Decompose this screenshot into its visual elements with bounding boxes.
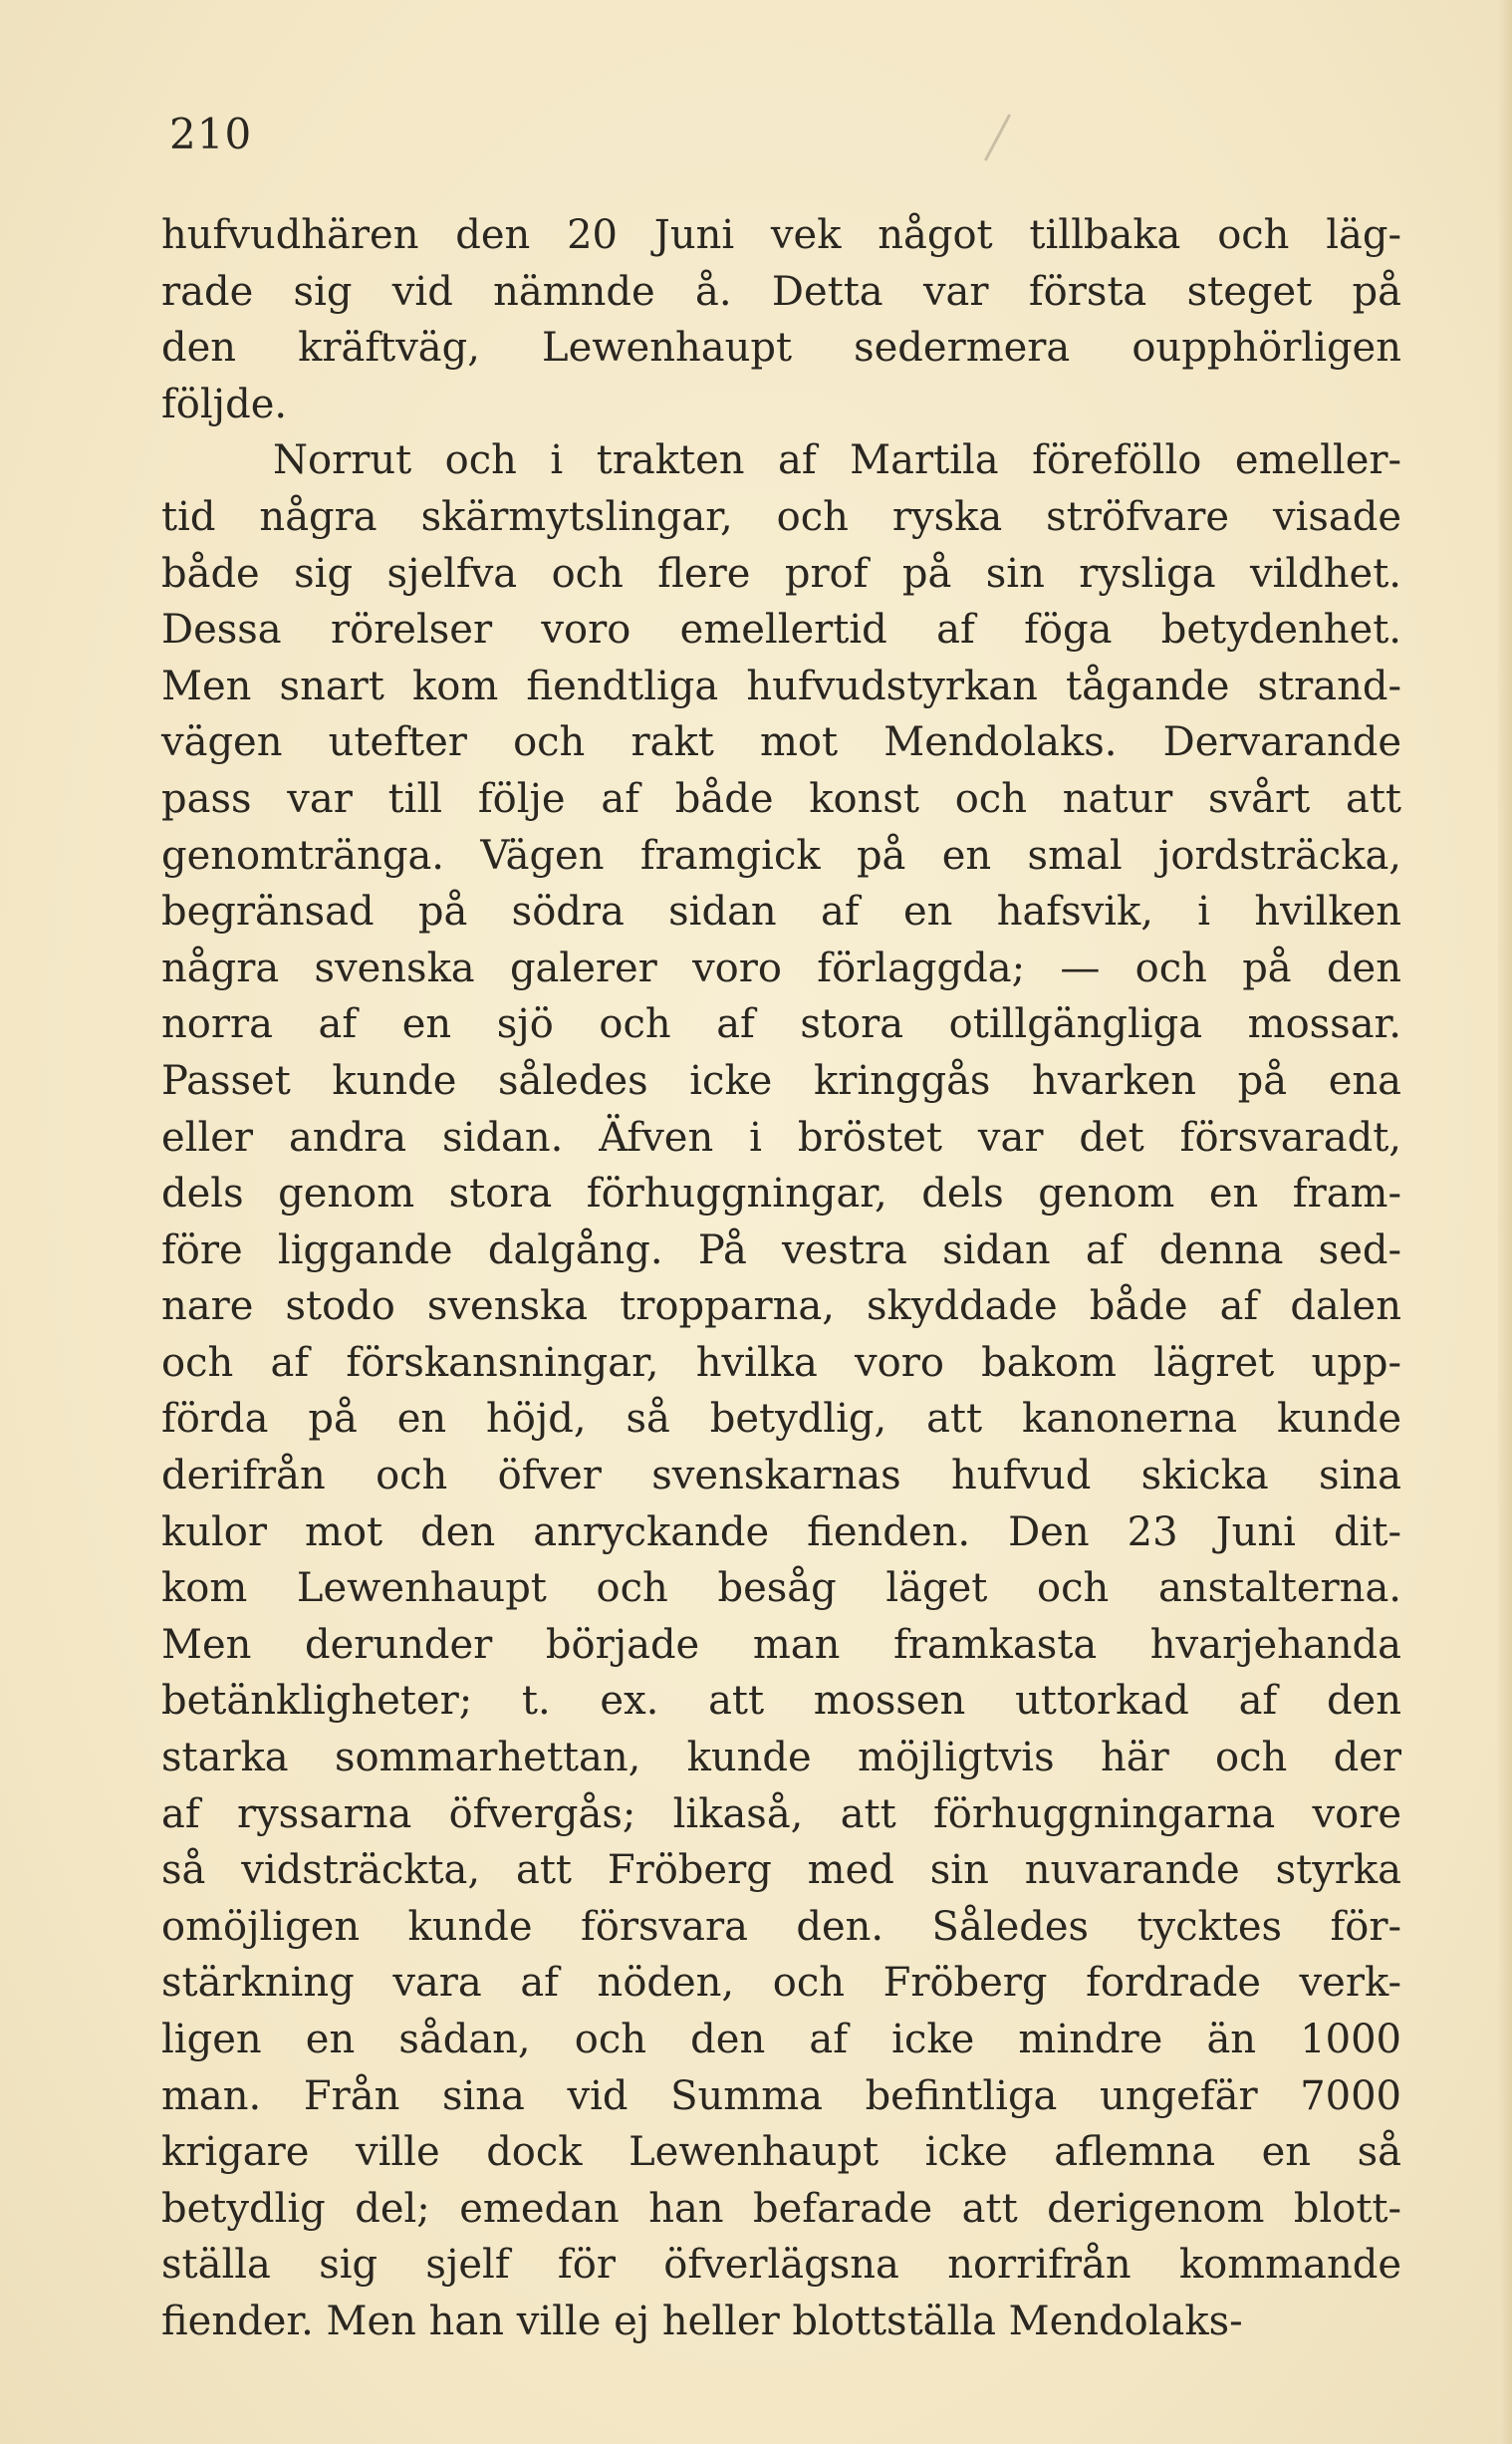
text-line: genomtränga. Vägen framgick på en smal jordsträcka,	[161, 832, 1401, 879]
text-line: krigare ville dock Lewenhaupt icke aflemna en så	[161, 2129, 1401, 2176]
text-line: hufvudhären den 20 Juni vek något tillbaka och läg-	[161, 212, 1401, 258]
text-line: eller andra sidan. Äfven i bröstet var det försvaradt,	[161, 1114, 1401, 1161]
text-line: ligen en sådan, och den af icke mindre än 1000	[161, 2017, 1401, 2062]
text-line: af ryssarna öfvergås; likaså, att förhuggningarna vore	[161, 1790, 1401, 1837]
text-line: begränsad på södra sidan af en hafsvik, i hvilken	[161, 889, 1401, 936]
page-number: 210	[169, 110, 253, 158]
text-line: Men derunder började man framkasta hvarjehanda	[161, 1621, 1401, 1668]
text-line: dels genom stora förhuggningar, dels genom en fram-	[161, 1171, 1401, 1218]
text-line: Dessa rörelser voro emellertid af föga betydenhet.	[161, 607, 1401, 654]
text-line: kom Lewenhaupt och besåg läget och anstalterna.	[161, 1565, 1401, 1612]
text-line: man. Från sina vid Summa befintliga ungefär 7000	[161, 2072, 1401, 2119]
text-line: vägen utefter och rakt mot Mendolaks. Dervarande	[161, 719, 1401, 766]
body-text	[161, 207, 1401, 2350]
text-line: både sig sjelfva och flere prof på sin rysliga vildhet.	[161, 550, 1401, 597]
text-line: norra af en sjö och af stora otillgängliga mossar.	[161, 1001, 1401, 1048]
text-line: nare stodo svenska tropparna, skyddade både af dalen	[161, 1283, 1401, 1330]
text-line: ställa sig sjelf för öfverlägsna norrifrån kommande	[161, 2242, 1401, 2289]
text-line: tid några skärmytslingar, och ryska ströfvare visade	[161, 493, 1401, 540]
text-line: före liggande dalgång. På vestra sidan af denna sed-	[161, 1226, 1401, 1273]
text-line: och af förskansningar, hvilka voro bakom lägret upp-	[161, 1339, 1401, 1386]
text-line: pass var till följe af både konst och natur svårt att	[161, 775, 1401, 822]
text-line: Men snart kom fiendtliga hufvudstyrkan tågande strand-	[161, 663, 1401, 709]
stray-pen-mark	[984, 114, 1011, 160]
text-line: några svenska galerer voro förlaggda; — och på den	[161, 945, 1401, 991]
text-line: kulor mot den anryckande fienden. Den 23 Juni dit-	[161, 1508, 1401, 1555]
text-line: följde.	[161, 381, 288, 427]
text-line: Passet kunde således icke kringgås hvarken på ena	[161, 1057, 1401, 1104]
text-line: den kräftväg, Lewenhaupt sedermera oupphörligen	[161, 325, 1401, 372]
text-line: betydlig del; emedan han befarade att derigenom blott-	[161, 2185, 1401, 2232]
text-line: fiender. Men han ville ej heller blottställa Mendolaks-	[161, 2298, 1243, 2344]
text-line: omöjligen kunde försvara den. Således tycktes för-	[161, 1903, 1401, 1950]
text-line: stärkning vara af nöden, och Fröberg fordrade verk-	[161, 1960, 1401, 2007]
text-line: förda på en höjd, så betydlig, att kanonerna kunde	[161, 1396, 1401, 1443]
text-line: derifrån och öfver svenskarnas hufvud skicka sina	[161, 1453, 1401, 1499]
text-line: så vidsträckta, att Fröberg med sin nuvarande styrka	[161, 1847, 1401, 1894]
text-line: Norrut och i trakten af Martila föreföllo emeller-	[273, 437, 1401, 484]
text-line: rade sig vid nämnde å. Detta var första steget på	[161, 268, 1401, 315]
page-edge	[1498, 0, 1512, 2444]
text-line: betänkligheter; t. ex. att mossen uttorkad af den	[161, 1678, 1401, 1725]
text-line: starka sommarhettan, kunde möjligtvis här och der	[161, 1735, 1401, 1781]
